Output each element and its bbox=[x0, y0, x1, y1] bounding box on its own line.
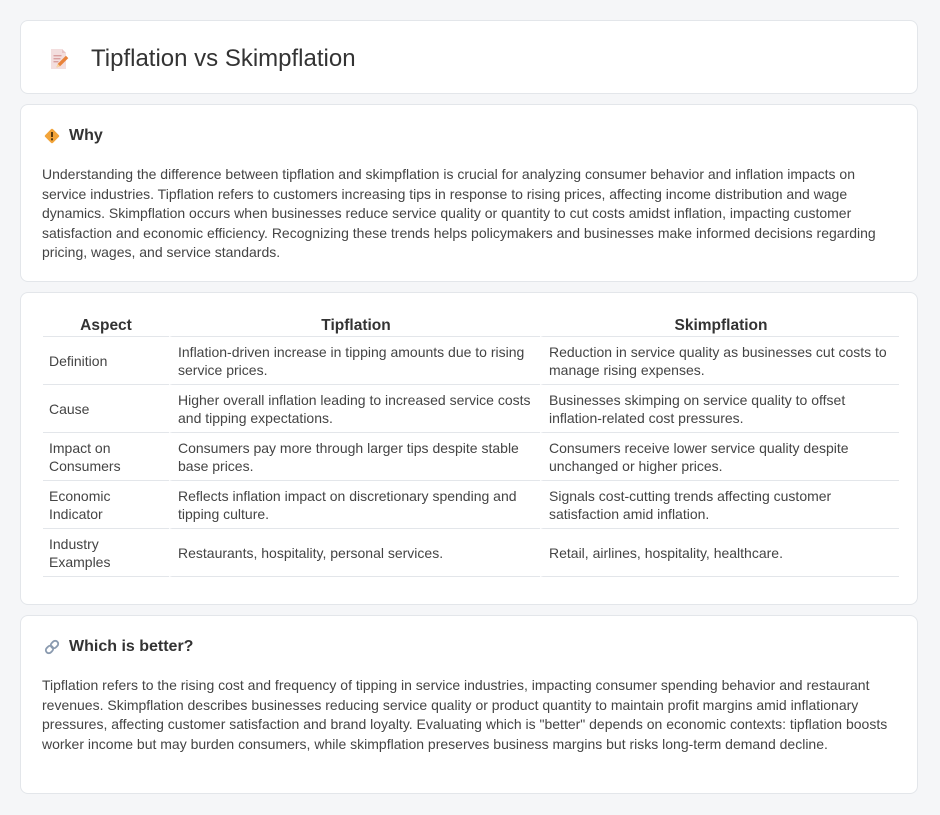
warning-diamond-icon bbox=[43, 127, 61, 145]
header-skimpflation: Skimpflation bbox=[540, 314, 899, 337]
better-heading: Which is better? bbox=[69, 638, 194, 655]
comparison-table bbox=[43, 314, 899, 577]
row-tipflation: Restaurants, hospitality, personal services. bbox=[169, 529, 540, 577]
row-skimpflation: Retail, airlines, hospitality, healthcare. bbox=[540, 529, 899, 577]
table-row bbox=[43, 433, 899, 481]
title-card bbox=[20, 20, 918, 94]
row-aspect: Cause bbox=[43, 385, 169, 433]
table-row bbox=[43, 481, 899, 529]
row-skimpflation: Signals cost-cutting trends affecting customer satisfaction amid inflation. bbox=[540, 481, 899, 529]
table-header-row bbox=[43, 314, 899, 337]
which-is-better-section bbox=[20, 615, 918, 794]
comparison-table-section bbox=[20, 292, 918, 605]
better-header bbox=[43, 638, 193, 656]
row-tipflation: Consumers pay more through larger tips despite stable base prices. bbox=[169, 433, 540, 481]
row-tipflation: Reflects inflation impact on discretionary spending and tipping culture. bbox=[169, 481, 540, 529]
row-tipflation: Inflation-driven increase in tipping amounts due to rising service prices. bbox=[169, 337, 540, 385]
row-aspect: Definition bbox=[43, 337, 169, 385]
row-skimpflation: Reduction in service quality as businesses cut costs to manage rising expenses. bbox=[540, 337, 899, 385]
document-pencil-icon bbox=[47, 47, 71, 71]
row-tipflation: Higher overall inflation leading to increased service costs and tipping expectations. bbox=[169, 385, 540, 433]
page-title: Tipflation vs Skimpflation bbox=[91, 45, 356, 72]
why-header bbox=[43, 127, 103, 145]
table-row bbox=[43, 337, 899, 385]
row-aspect: Impact on Consumers bbox=[43, 433, 169, 481]
why-section bbox=[20, 104, 918, 282]
row-skimpflation: Consumers receive lower service quality despite unchanged or higher prices. bbox=[540, 433, 899, 481]
table-row bbox=[43, 529, 899, 577]
why-text: Understanding the difference between tipflation and skimpflation is crucial for analyzing consumer behavior and inflation impacts on service industries. Tipflation refers to customers increasing tips in response to rising prices, affecting income distribution and wage dynamics. Skimpflation occurs when businesses reduce service quality or quantity to cut costs amidst inflation, impacting customer satisfaction and economic efficiency. Recognizing these trends helps policymakers and businesses make informed decisions regarding pricing, wages, and service standards. bbox=[42, 166, 876, 260]
row-aspect: Industry Examples bbox=[43, 529, 169, 577]
why-heading: Why bbox=[69, 127, 103, 144]
row-aspect: Economic Indicator bbox=[43, 481, 169, 529]
row-skimpflation: Businesses skimping on service quality to offset inflation-related cost pressures. bbox=[540, 385, 899, 433]
header-aspect: Aspect bbox=[43, 314, 169, 337]
better-text: Tipflation refers to the rising cost and frequency of tipping in service industries, impacting consumer spending behavior and restaurant revenues. Skimpflation describes businesses reducing service quality or product quantity to maintain profit margins amid inflationary pressures, affecting customer satisfaction and brand loyalty. Evaluating which is "better" depends on economic contexts: tipflation boosts worker income but may burden consumers, while skimpflation preserves business margins but risks long-term demand decline. bbox=[42, 677, 888, 752]
header-tipflation: Tipflation bbox=[169, 314, 540, 337]
table-row bbox=[43, 385, 899, 433]
link-icon bbox=[43, 638, 61, 656]
